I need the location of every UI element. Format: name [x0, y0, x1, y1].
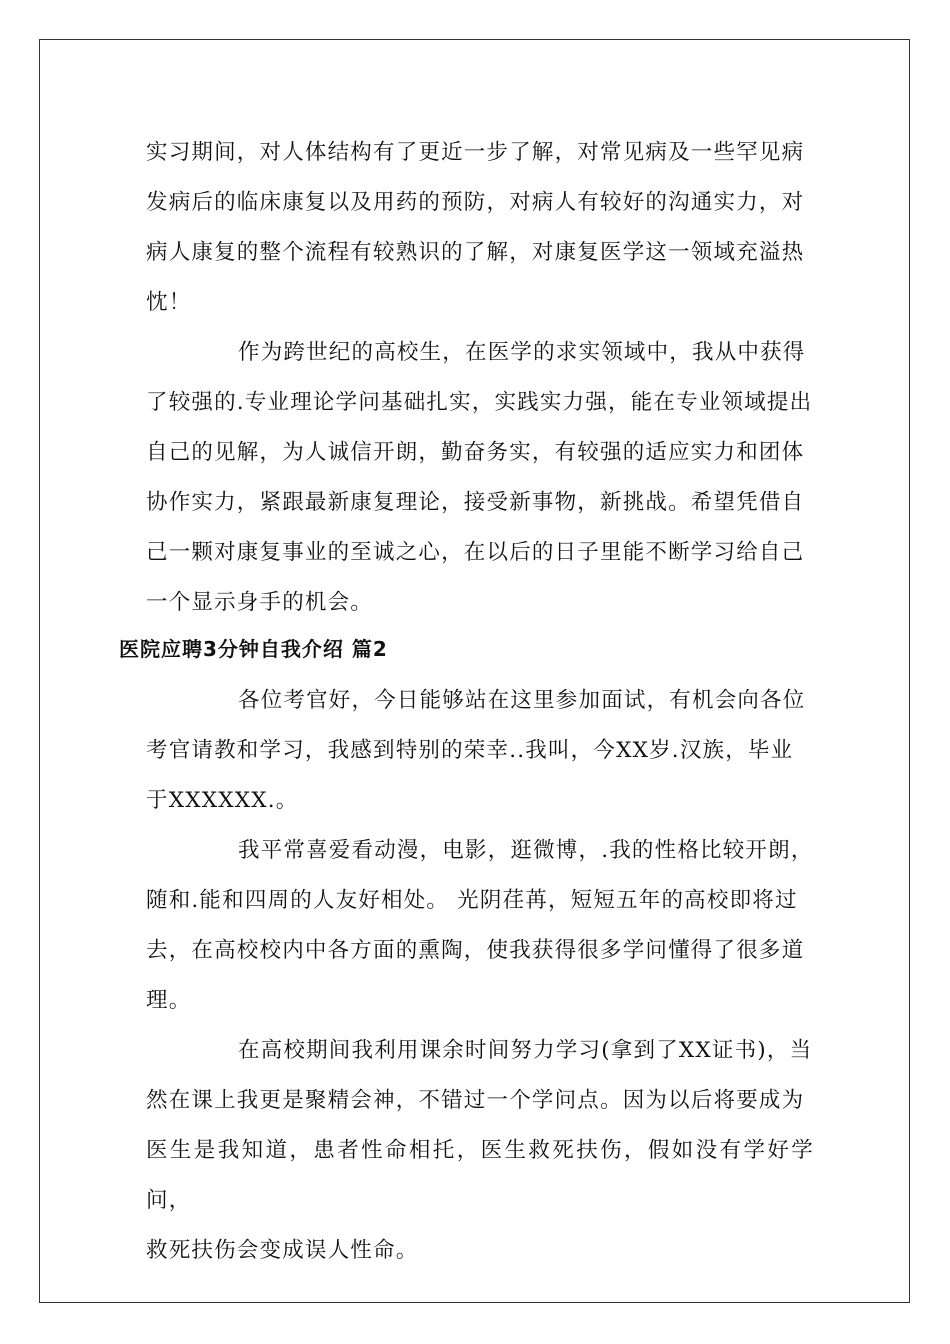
text-line: 然在课上我更是聚精会神，不错过一个学问点。因为以后将要成为 [146, 1088, 805, 1113]
text-line: 理。 [146, 988, 192, 1013]
text-line: 了较强的.专业理论学问基础扎实，实践实力强，能在专业领域提出 [146, 390, 813, 415]
paragraph-hobbies [146, 826, 814, 1026]
text-line: 忱！ [146, 290, 192, 315]
text-line: 发病后的临床康复以及用药的预防，对病人有较好的沟通实力，对 [146, 190, 805, 215]
paragraph-internship [146, 128, 814, 328]
text-line: 自己的见解，为人诚信开朗，勤奋务实，有较强的适应实力和团体 [146, 440, 805, 465]
paragraph-study [146, 1026, 814, 1276]
text-line: 医生是我知道，患者性命相托，医生救死扶伤，假如没有学好学问， [146, 1138, 814, 1213]
text-line: 在高校期间我利用课余时间努力学习(拿到了XX证书)，当 [238, 1038, 813, 1063]
text-line: 病人康复的整个流程有较熟识的了解，对康复医学这一领域充溢热 [146, 240, 805, 265]
text-line: 我平常喜爱看动漫，电影，逛微博，.我的性格比较开朗， [238, 838, 814, 863]
paragraph-self-assessment [146, 328, 814, 628]
text-line: 作为跨世纪的高校生，在医学的求实领域中，我从中获得 [238, 340, 806, 365]
text-line: 考官请教和学习，我感到特别的荣幸..我叫，今XX岁.汉族，毕业 [146, 738, 794, 763]
document-body-bottom [146, 676, 814, 1276]
text-line: 各位考官好，今日能够站在这里参加面试，有机会向各位 [238, 688, 806, 713]
document-body-top [146, 128, 814, 628]
text-line: 实习期间，对人体结构有了更近一步了解，对常见病及一些罕见病 [146, 140, 805, 165]
text-line: 于XXXXXX.。 [146, 788, 299, 813]
paragraph-greeting [146, 676, 814, 826]
text-line: 协作实力，紧跟最新康复理论，接受新事物，新挑战。希望凭借自 [146, 490, 805, 515]
text-line: 去，在高校校内中各方面的熏陶，使我获得很多学问懂得了很多道 [146, 938, 805, 963]
text-line: 一个显示身手的机会。 [146, 590, 374, 615]
section-heading: 医院应聘3分钟自我介绍 篇2 [119, 637, 388, 661]
text-line: 随和.能和四周的人友好相处。 光阴荏苒，短短五年的高校即将过 [146, 888, 798, 913]
text-line: 救死扶伤会变成误人性命。 [146, 1238, 419, 1263]
text-line: 己一颗对康复事业的至诚之心，在以后的日子里能不断学习给自己 [146, 540, 805, 565]
